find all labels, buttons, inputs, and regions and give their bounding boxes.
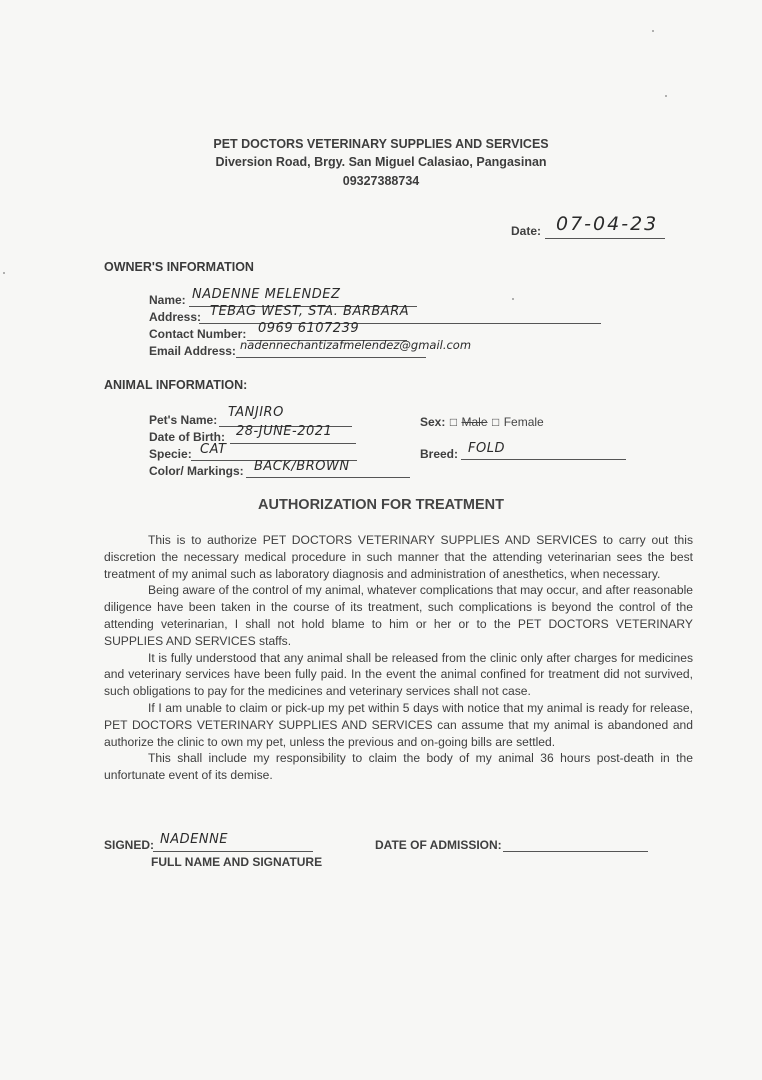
date-line (545, 238, 665, 239)
specie-label: Specie: (149, 447, 192, 461)
breed-line (461, 459, 626, 460)
sex-male-checkbox[interactable]: □ (449, 415, 458, 429)
specie-value: CAT (200, 442, 227, 457)
owner-contact-label: Contact Number: (149, 327, 247, 341)
authorization-paragraph: Being aware of the control of my animal, whatever complications that may occur, and after reasonable diligence have been taken in the course of its treatment, such complications is beyond the control of the attending veterinarian, I shall not hold blame to him or her or to the PET DOCTORS VETERINARY SUPPLIES AND SERVICES staffs. (104, 583, 693, 648)
authorization-paragraph: It is fully understood that any animal shall be released from the clinic only after charges for medicines and veterinary services have been fully paid. In the event the animal confined for treatment did not survived, such obligations to pay for the medicines and veterinary services shall not case. (104, 650, 693, 699)
scan-speck (665, 95, 667, 97)
dob-line (230, 443, 356, 444)
sex-field (420, 413, 544, 431)
owner-email-value: nadennechantizafmelendez@gmail.com (240, 338, 472, 352)
color-label: Color/ Markings: (149, 464, 244, 478)
business-phone: 09327388734 (342, 174, 420, 188)
sex-male-option: Male (461, 415, 488, 429)
owner-name-value: NADENNE MELENDEZ (192, 287, 341, 302)
dob-label: Date of Birth: (149, 430, 225, 444)
sex-label: Sex: (420, 415, 446, 429)
dob-value: 28-JUNE-2021 (236, 424, 333, 439)
signature-caption: FULL NAME AND SIGNATURE (151, 855, 323, 869)
owner-email-line (236, 357, 426, 358)
business-address: Diversion Road, Brgy. San Miguel Calasiao, Pangasinan (215, 155, 547, 169)
date-label: Date: (511, 224, 542, 238)
business-name: PET DOCTORS VETERINARY SUPPLIES AND SERVICES (213, 137, 549, 151)
pet-name-value: TANJIRO (228, 405, 284, 420)
date-value: 07-04-23 (556, 213, 659, 235)
scan-speck (3, 272, 5, 274)
owner-email-label: Email Address: (149, 344, 236, 358)
signature-value: NADENNE (160, 832, 229, 847)
pet-name-label: Pet's Name: (149, 413, 218, 427)
breed-value: FOLD (468, 441, 505, 456)
color-value: BACK/BROWN (254, 459, 350, 474)
scan-speck (512, 298, 514, 300)
animal-section-title: ANIMAL INFORMATION: (104, 378, 248, 392)
color-line (246, 477, 410, 478)
sex-female-option: Female (503, 415, 544, 429)
sex-female-checkbox[interactable]: □ (491, 415, 500, 429)
scan-speck (652, 30, 654, 32)
authorization-paragraph: If I am unable to claim or pick-up my pet within 5 days with notice that my animal is ready for release, PET DOCTORS VETERINARY SUPPLIES AND SERVICES can assume that my animal is abandoned and authorize the clinic to own my pet, unless the previous and on-going bills are settled. (104, 700, 693, 749)
authorization-paragraph: This is to authorize PET DOCTORS VETERINARY SUPPLIES AND SERVICES to carry out this discretion the necessary medical procedure in such manner that the attending veterinarian sees the best treatment of my animal such as laboratory diagnosis and administration of anesthetics, when necessary. (104, 533, 693, 581)
admission-label: DATE OF ADMISSION: (375, 838, 502, 852)
owner-address-value: TEBAG WEST, STA. BARBARA (210, 304, 410, 319)
owner-section-title: OWNER'S INFORMATION (104, 260, 254, 274)
breed-label: Breed: (420, 447, 459, 461)
owner-contact-value: 0969 6107239 (258, 321, 360, 336)
admission-line (503, 851, 648, 852)
signature-line (153, 851, 313, 852)
authorization-title: AUTHORIZATION FOR TREATMENT (258, 497, 504, 513)
authorization-body (104, 532, 693, 784)
signed-label: SIGNED: (104, 838, 155, 852)
owner-name-label: Name: (149, 293, 186, 307)
owner-address-label: Address: (149, 310, 202, 324)
authorization-paragraph: This shall include my responsibility to claim the body of my animal 36 hours post-death in the unfortunate event of its demise. (104, 751, 693, 783)
